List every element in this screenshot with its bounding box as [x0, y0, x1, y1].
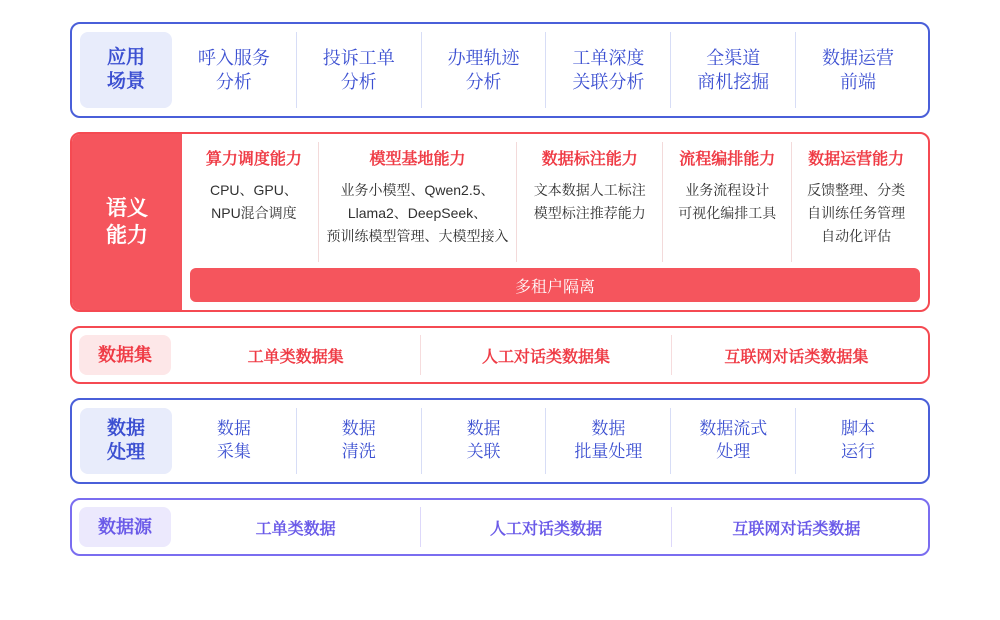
dp-cell-data-correlation[interactable]	[421, 408, 546, 474]
cell-line2: 运行	[841, 442, 876, 461]
cell-desc	[325, 179, 510, 248]
cell-line2: 采集	[216, 442, 251, 461]
cell-line1: 脚本	[841, 419, 876, 439]
cell-line1: 全渠道	[706, 47, 761, 68]
dataset-cell-internet-dialogue[interactable]: 互联网对话类数据集	[671, 335, 921, 375]
desc-line: 模型标注推荐能力	[533, 205, 646, 222]
desc-line: 反馈整理、分类	[807, 182, 906, 198]
cell-line1: 工单深度	[572, 47, 645, 68]
desc-line: 文本数据人工标注	[533, 182, 646, 198]
layer-label-line1: 语义	[106, 196, 148, 220]
cell-line2: 前端	[840, 72, 877, 92]
sem-cell-process-orchestration[interactable]	[662, 142, 791, 262]
layer-label-semantic-capability	[72, 134, 182, 310]
desc-line: CPU、GPU、	[209, 182, 298, 198]
app-cell-ticket-deep-correlation-analysis[interactable]	[545, 32, 670, 108]
cell-line1: 数据	[591, 419, 626, 439]
app-cell-inbound-service-analysis[interactable]	[172, 32, 296, 108]
layer-label-line2: 处理	[106, 442, 145, 463]
layer-data-processing	[70, 398, 930, 484]
layer-label-line2: 场景	[106, 71, 145, 92]
cell-line2: 关联	[466, 442, 501, 461]
sem-cell-model-base[interactable]	[318, 142, 516, 262]
cell-line1: 数据流式	[699, 419, 768, 439]
cell-line1: 办理轨迹	[447, 47, 520, 68]
sem-cell-data-operations[interactable]	[791, 142, 920, 262]
cell-line2: 商机挖掘	[697, 72, 770, 92]
dp-cell-stream-processing[interactable]	[670, 408, 795, 474]
dp-cell-batch-processing[interactable]	[545, 408, 670, 474]
layer-label-line1: 应用	[106, 47, 145, 69]
cell-title: 模型基地能力	[369, 151, 466, 168]
desc-line: 业务流程设计	[685, 182, 770, 198]
app-cell-complaint-ticket-analysis[interactable]	[296, 32, 421, 108]
app-cell-omnichannel-opportunity-mining[interactable]	[670, 32, 795, 108]
desc-line: 可视化编排工具	[678, 205, 777, 222]
app-cell-data-operations-frontend[interactable]	[795, 32, 920, 108]
source-cell-internet-dialogue-data[interactable]: 互联网对话类数据	[671, 507, 921, 547]
dp-cell-script-execution[interactable]	[795, 408, 920, 474]
cell-line2: 批量处理	[574, 442, 643, 461]
cell-title: 算力调度能力	[205, 151, 302, 168]
dataset-cells	[171, 335, 921, 375]
desc-line: 自动化评估	[821, 228, 892, 245]
cell-line2: 关联分析	[572, 72, 645, 92]
layer-label-application-scenarios	[80, 32, 172, 108]
cell-desc	[669, 179, 785, 225]
cell-line2: 处理	[716, 442, 751, 461]
layer-label-line1: 数据	[106, 418, 145, 440]
cell-line1: 投诉工单	[322, 47, 395, 68]
layer-label-data-processing	[80, 408, 172, 474]
cell-line2: 清洗	[341, 442, 376, 461]
layer-label-data-sources: 数据源	[79, 507, 171, 547]
semantic-capability-cells	[190, 142, 920, 262]
desc-line: 预训练模型管理、大模型接入	[326, 228, 509, 245]
dataset-cell-human-dialogue[interactable]: 人工对话类数据集	[420, 335, 670, 375]
cell-line1: 数据	[216, 419, 251, 439]
dp-cell-data-cleaning[interactable]	[296, 408, 421, 474]
semantic-capability-body	[182, 134, 928, 310]
layer-semantic-capability	[70, 132, 930, 312]
cell-desc	[523, 179, 656, 225]
cell-line2: 分析	[465, 72, 502, 92]
desc-line: 业务小模型、Qwen2.5、	[340, 182, 495, 198]
layer-application-scenarios	[70, 22, 930, 118]
desc-line: Llama2、DeepSeek、	[347, 205, 488, 222]
data-source-cells	[171, 507, 921, 547]
sem-cell-compute-scheduling[interactable]	[190, 142, 318, 262]
desc-line: NPU混合调度	[211, 205, 297, 222]
app-cell-handling-trace-analysis[interactable]	[421, 32, 546, 108]
layer-datasets	[70, 326, 930, 384]
dp-cell-data-collection[interactable]	[172, 408, 296, 474]
desc-line: 自训练任务管理	[807, 205, 906, 222]
cell-line2: 分析	[340, 72, 377, 92]
dataset-cell-ticket[interactable]: 工单类数据集	[247, 348, 344, 366]
layer-data-sources	[70, 498, 930, 556]
multi-tenant-isolation-bar: 多租户隔离	[190, 268, 920, 302]
cell-line1: 呼入服务	[197, 47, 270, 68]
source-cell-human-dialogue-data[interactable]: 人工对话类数据	[420, 507, 670, 547]
sem-cell-data-annotation[interactable]	[516, 142, 662, 262]
data-processing-cells	[172, 408, 920, 474]
layer-label-line2: 能力	[106, 224, 148, 247]
cell-desc	[196, 179, 312, 225]
cell-line1: 数据运营	[822, 47, 895, 68]
source-cell-ticket-data[interactable]: 工单类数据	[255, 520, 336, 538]
cell-title: 数据标注能力	[541, 151, 638, 168]
cell-line2: 分析	[215, 72, 252, 92]
cell-line1: 数据	[466, 419, 501, 439]
layer-label-datasets: 数据集	[79, 335, 171, 375]
application-scenario-cells	[172, 32, 920, 108]
cell-desc	[798, 179, 914, 248]
cell-title: 数据运营能力	[808, 151, 905, 168]
cell-line1: 数据	[341, 419, 376, 439]
cell-title: 流程编排能力	[679, 151, 776, 168]
